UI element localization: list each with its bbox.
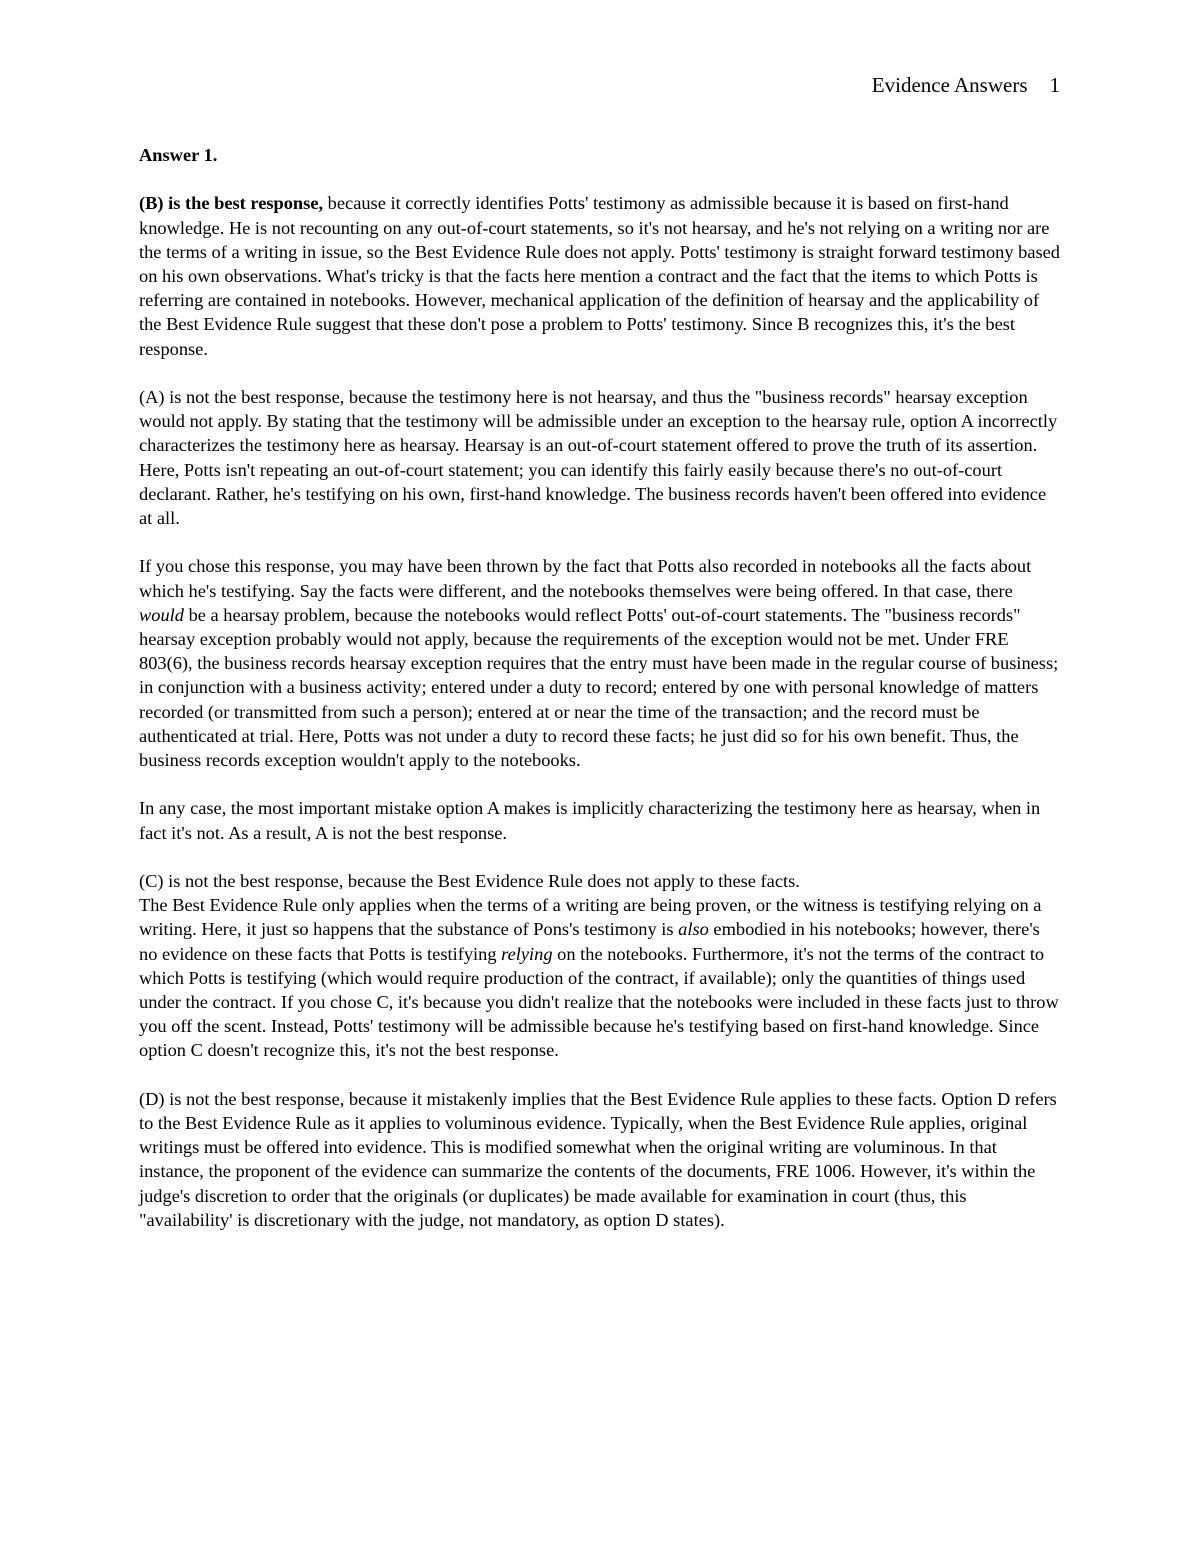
option-a-followup-part1: If you chose this response, you may have been thrown by the fact that Potts also recorded in notebooks all the facts about which he's testifying. Say the facts were different, and the notebooks themselves were being offered. In that case, there	[139, 556, 1032, 601]
paragraph-option-c	[139, 869, 1061, 1063]
option-a-followup-italic: would	[139, 604, 184, 625]
option-b-text: because it correctly identifies Potts' testimony as admissible because it is based on first-hand knowledge. He is not recounting on any out-of-court statements, so it's not hearsay, and he's not relying on a writing nor are the terms of a writing in issue, so the Best Evidence Rule does not apply. Potts' testimony is straight forward testimony based on his own observations. What's tricky is that the facts here mention a contract and the fact that the items to which Potts is referring are contained in notebooks. However, mechanical application of the definition of hearsay and the applicability of the Best Evidence Rule suggest that these don't pose a problem to Potts' testimony. Since B recognizes this, it's the best response.	[139, 193, 1061, 359]
option-a-followup-part2: be a hearsay problem, because the notebooks would reflect Potts' out-of-court statements. The "business records" hearsay exception probably would not apply, because the requirements of the exception would not be met. Under FRE 803(6), the business records hearsay exception requires that the entry must have been made in the regular course of business; in conjunction with a business activity; entered under a duty to record; entered by one with personal knowledge of matters recorded (or transmitted from such a person); entered at or near the time of the transaction; and the record must be authenticated at trial. Here, Potts was not under a duty to record these facts; he just did so for his own benefit. Thus, the business records exception wouldn't apply to the notebooks.	[139, 604, 1059, 771]
paragraph-option-a-followup	[139, 554, 1061, 772]
option-c-italic-also: also	[678, 919, 709, 940]
option-c-line1: (C) is not the best response, because the Best Evidence Rule does not apply to these facts.	[139, 871, 800, 892]
option-c-part1: The Best Evidence Rule only applies when the terms of a writing are being proven, or the witness is testifying relying on a writing. Here, it just so happens that the substance of Pons's testimony is	[139, 895, 1042, 940]
document-body	[139, 143, 1061, 1256]
option-b-lead: (B) is the best response,	[139, 193, 324, 214]
page-number: 1	[1049, 73, 1060, 97]
answer-heading: Answer 1.	[139, 145, 218, 165]
option-a-conclusion-text: In any case, the most important mistake option A makes is implicitly characterizing the testimony here as hearsay, when in fact it's not. As a result, A is not the best response.	[139, 798, 1041, 843]
option-a-text: (A) is not the best response, because the testimony here is not hearsay, and thus the "business records" hearsay exception would not apply. By stating that the testimony will be admissible under an exception to the hearsay rule, option A incorrectly characterizes the testimony here as hearsay. Hearsay is an out-of-court statement offered to prove the truth of its assertion. Here, Potts isn't repeating an out-of-court statement; you can identify this fairly easily because there's no out-of-court declarant. Rather, he's testifying on his own, first-hand knowledge. The business records haven't been offered into evidence at all.	[139, 387, 1058, 529]
paragraph-option-a	[139, 385, 1061, 530]
paragraph-option-b	[139, 191, 1061, 360]
option-d-text: (D) is not the best response, because it mistakenly implies that the Best Evidence Rule applies to these facts. Option D refers to the Best Evidence Rule as it applies to voluminous evidence. Typically, when the Best Evidence Rule applies, original writings must be offered into evidence. This is modified somewhat when the original writing are voluminous. In that instance, the proponent of the evidence can summarize the contents of the documents, FRE 1006. However, it's within the judge's discretion to order that the originals (or duplicates) be made available for examination in court (thus, this "availability' is discretionary with the judge, not mandatory, as option D states).	[139, 1088, 1057, 1230]
paragraph-option-d	[139, 1087, 1061, 1232]
running-header	[872, 72, 1060, 98]
option-c-part2: embodied in his notebooks; however, there's no evidence on these facts that Potts is testifying	[139, 919, 1040, 964]
option-c-part3: on the notebooks. Furthermore, it's not the terms of the contract to which Potts is testifying (which would require production of the contract, if available); only the quantities of things used under the contract. If you chose C, it's because you didn't realize that the notebooks were included in these facts just to throw you off the scent. Instead, Potts' testimony will be admissible because he's testifying based on first-hand knowledge. Since option C doesn't recognize this, it's not the best response.	[139, 943, 1059, 1061]
option-c-italic-relying: relying	[501, 943, 553, 964]
paragraph-option-a-conclusion	[139, 796, 1061, 844]
header-title: Evidence Answers	[871, 73, 1028, 97]
